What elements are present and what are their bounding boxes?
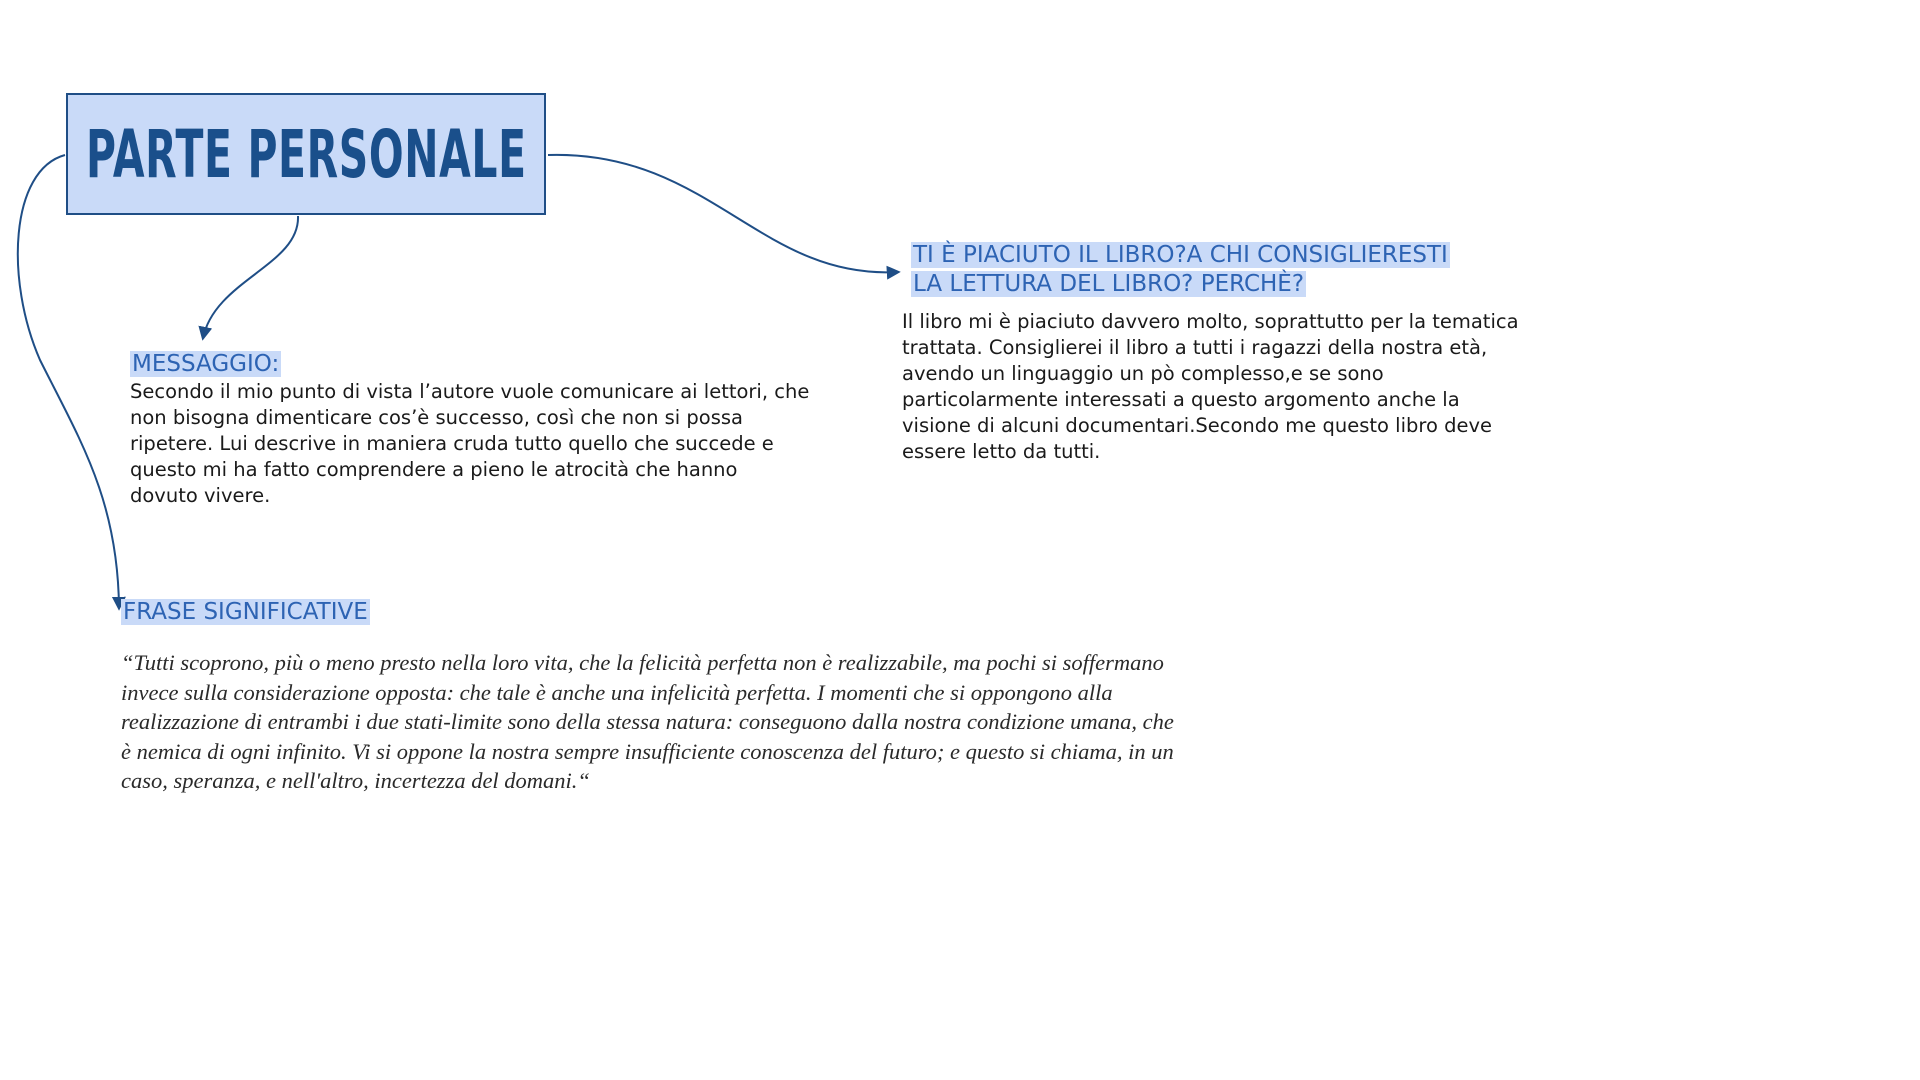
frase-heading: FRASE SIGNIFICATIVE bbox=[123, 599, 368, 625]
arrow-to-opinione bbox=[548, 155, 898, 272]
frase-quote: “Tutti scoprono, più o meno presto nella loro vita, che la felicità perfetta non è realizzabile, ma pochi si soffermano invece sulla considerazione opposta: che tale è anche una infelicità perfetta. I momenti che si oppongono alla realizzazione di entrambi i due stati-limite sono della stessa natura: conseguono dalla nostra condizione umana, che è nemica di ogni infinito. Vi si oppone la nostra sempre insufficiente conoscenza del futuro; e questo si chiama, in un caso, speranza, e nell'altro, incertezza del domani.“ bbox=[121, 650, 1174, 793]
arrow-to-messaggio bbox=[203, 216, 298, 338]
title-box bbox=[66, 93, 546, 215]
opinione-heading-line2: LA LETTURA DEL LIBRO? PERCHÈ? bbox=[913, 271, 1305, 297]
arrow-to-frase bbox=[18, 155, 119, 608]
opinione-section bbox=[902, 241, 1522, 465]
opinione-text: Il libro mi è piaciuto davvero molto, soprattutto per la tematica trattata. Consiglierei il libro a tutti i ragazzi della nostra età, avendo un linguaggio un pò complesso,e se sono particolarmente interessati a questo argomento anche la visione di alcuni documentari.Secondo me questo libro deve essere letto da tutti. bbox=[902, 310, 1519, 463]
frase-section bbox=[121, 598, 1181, 796]
opinione-heading-line1: TI È PIACIUTO IL LIBRO?A CHI CONSIGLIERESTI bbox=[913, 242, 1448, 268]
messaggio-heading: MESSAGGIO: bbox=[132, 351, 280, 377]
title: PARTE PERSONALE bbox=[85, 115, 527, 193]
messaggio-text: Secondo il mio punto di vista l’autore vuole comunicare ai lettori, che non bisogna dimenticare cos’è successo, così che non si possa ripetere. Lui descrive in maniera cruda tutto quello che succede e questo mi ha fatto comprendere a pieno le atrocità che hanno dovuto vivere. bbox=[130, 380, 810, 507]
messaggio-section bbox=[130, 350, 810, 509]
